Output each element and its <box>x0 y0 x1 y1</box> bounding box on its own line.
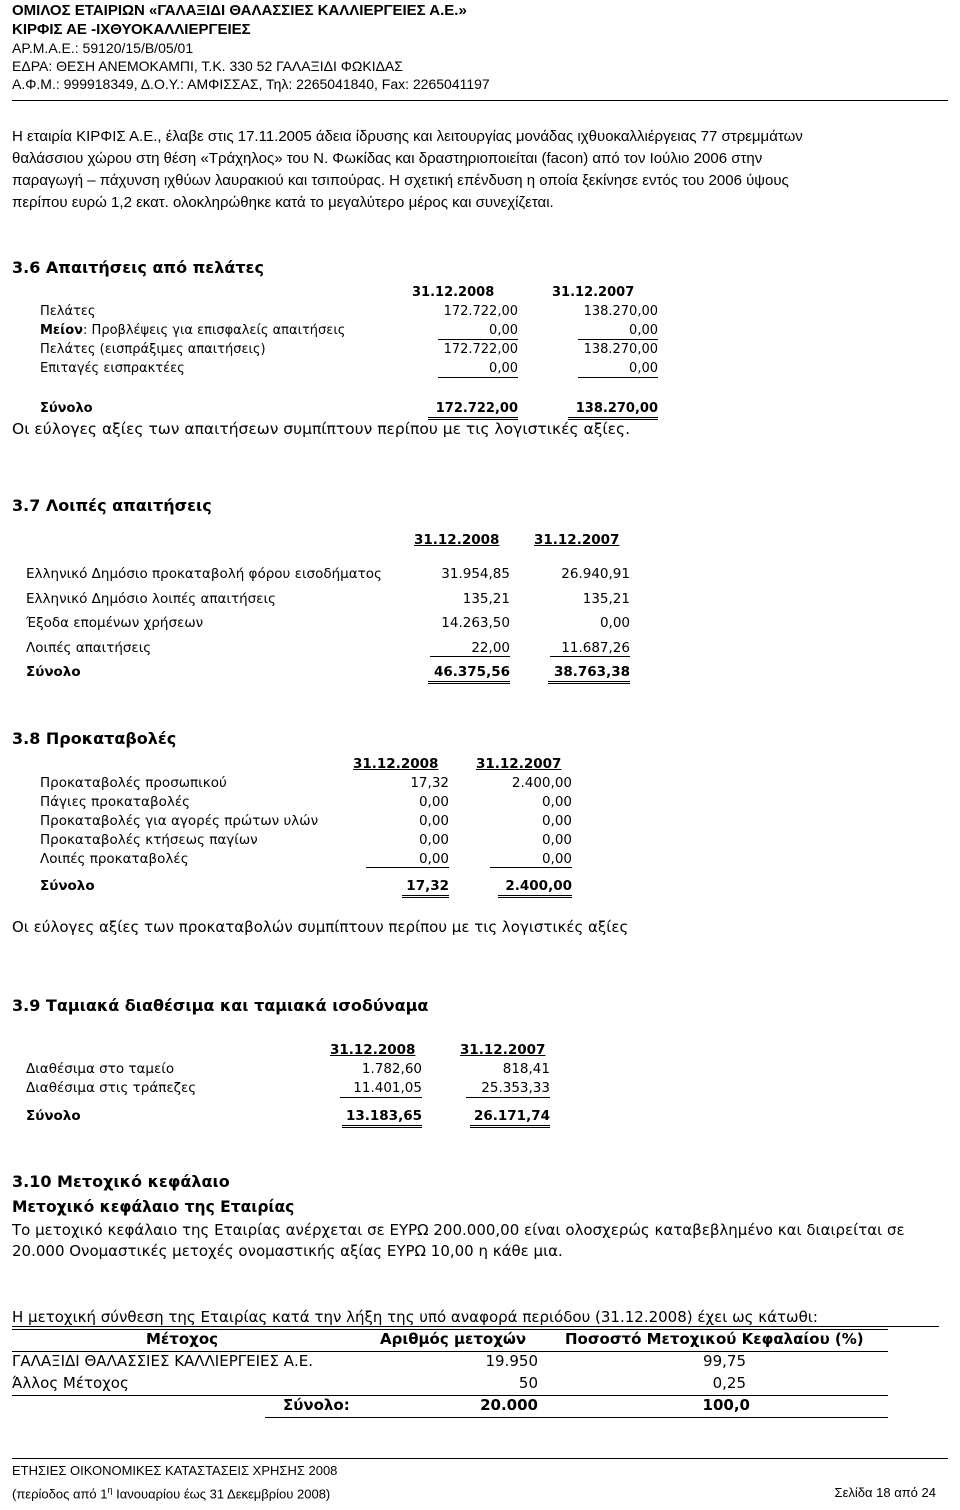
shareholding-intro: Η μετοχική σύνθεση της Εταιρίας κατά την λήξη της υπό αναφορά περιόδου (31.12.2008) έχει ως κάτωθι: <box>12 1308 818 1326</box>
row-value-2007: 0,00 <box>541 813 572 829</box>
row-value-2008: 1.782,60 <box>361 1061 422 1077</box>
row-label: Επιταγές εισπρακτέες <box>40 361 185 376</box>
table-bottom-rule <box>265 1417 888 1418</box>
total-label: Σύνολο <box>26 664 81 680</box>
intro-line-3: παραγωγή – πάχυνση ιχθύων λαυρακιού και τσιπούρας. Η σχετική επένδυση η οποία ξεκίνησε εντός του 2006 ύψους <box>12 172 789 189</box>
share-capital-text-1: Το μετοχικό κεφάλαιο της Εταιρίας ανέρχεται σε ΕΥΡΩ 200.000,00 είναι ολοσχερώς καταβεβλημένο και διαιρείται σε <box>12 1221 905 1239</box>
row-label: Πελάτες (εισπράξιμες απαιτήσεις) <box>40 342 266 357</box>
row-value-2008: 31.954,85 <box>441 566 510 582</box>
total-value-2007: 2.400,00 <box>505 878 572 894</box>
row-value-2007: 25.353,33 <box>481 1080 550 1096</box>
total-double-rule <box>342 1125 422 1128</box>
total-value-2007: 26.171,74 <box>473 1108 550 1124</box>
row-value-2008: 0,00 <box>489 361 518 376</box>
intro-line-1: Η εταιρία ΚΙΡΦΙΣ Α.Ε., έλαβε στις 17.11.2005 άδεια ίδρυσης και λειτουργίας μονάδας ιχθυοκαλλιέργειας 77 στρεμμάτων <box>12 128 803 145</box>
table-row-shareholder: ΓΑΛΑΞΙΔΙ ΘΑΛΑΣΣΙΕΣ ΚΑΛΛΙΕΡΓΕΙΕΣ Α.Ε. <box>12 1352 314 1370</box>
row-label: Λοιπές απαιτήσεις <box>26 640 152 656</box>
row-value-2008: 0,00 <box>418 813 449 829</box>
header-company-name: ΚΙΡΦΙΣ ΑΕ -ΙΧΘΥΟΚΑΛΛΙΕΡΓΕΙΕΣ <box>12 21 251 38</box>
row-label: Προκαταβολές για αγορές πρώτων υλών <box>40 813 319 829</box>
share-capital-text-2: 20.000 Ονομαστικές μετοχές ονομαστικής αξίας ΕΥΡΩ 10,00 η κάθε μια. <box>12 1242 563 1260</box>
row-value-2008: 11.401,05 <box>353 1080 422 1096</box>
section-title: 3.10 Μετοχικό κεφάλαιο <box>12 1172 230 1191</box>
column-header-2007: 31.12.2007 <box>552 285 635 300</box>
total-value-2008: 46.375,56 <box>433 664 510 680</box>
subtotal-rule <box>340 1097 422 1098</box>
total-double-rule <box>498 895 572 898</box>
row-value-2007: 0,00 <box>541 832 572 848</box>
table-header-percentage: Ποσοστό Μετοχικού Κεφαλαίου (%) <box>565 1330 864 1348</box>
row-value-2007: 11.687,26 <box>561 640 630 656</box>
row-value-2008: 0,00 <box>418 851 449 867</box>
subtotal-rule <box>430 656 510 657</box>
total-double-rule <box>402 895 449 898</box>
fair-value-note: Οι εύλογες αξίες των απαιτήσεων συμπίπτουν περίπου με τις λογιστικές αξίες. <box>12 420 631 438</box>
row-value-2008: 0,00 <box>489 323 518 338</box>
row-value-2007: 26.940,91 <box>561 566 630 582</box>
total-label: Σύνολο <box>40 878 95 894</box>
row-label: Διαθέσιμα στο ταμείο <box>26 1061 175 1077</box>
row-value-2008: 172.722,00 <box>443 342 518 357</box>
total-value-2008: 17,32 <box>406 878 449 894</box>
header-registry-number: ΑΡ.Μ.Α.Ε.: 59120/15/Β/05/01 <box>12 40 194 56</box>
total-value-2007: 138.270,00 <box>575 401 658 416</box>
row-label: Λοιπές προκαταβολές <box>40 851 189 867</box>
intro-line-4: περίπου ευρώ 1,2 εκατ. ολοκληρώθηκε κατά το μεγαλύτερο μέρος και συνεχίζεται. <box>12 194 554 211</box>
total-label: Σύνολο <box>40 401 93 416</box>
table-row-shareholder: Άλλος Μέτοχος <box>12 1374 129 1392</box>
footer-period-start: (περίοδος από 1 <box>12 1486 108 1502</box>
footer-period <box>12 1485 330 1501</box>
column-header-2007: 31.12.2007 <box>460 1042 546 1058</box>
row-value-2008: 22,00 <box>471 640 510 656</box>
table-total-percentage: 100,0 <box>702 1396 750 1414</box>
subtotal-rule <box>550 656 630 657</box>
row-value-2008: 17,32 <box>410 775 449 791</box>
row-value-2007: 0,00 <box>541 851 572 867</box>
total-label: Σύνολο <box>26 1108 81 1124</box>
label-rest: : Προβλέψεις για επισφαλείς απαιτήσεις <box>83 323 346 338</box>
footer-period-end: Ιανουαρίου έως 31 Δεκεμβρίου 2008) <box>112 1486 331 1502</box>
table-total-shares: 20.000 <box>480 1396 538 1414</box>
row-value-2008: 172.722,00 <box>443 304 518 319</box>
row-value-2008: 14.263,50 <box>441 615 510 631</box>
row-value-2007: 0,00 <box>541 794 572 810</box>
section-title: 3.6 Απαιτήσεις από πελάτες <box>12 258 264 277</box>
page-number: Σελίδα 18 από 24 <box>834 1485 936 1500</box>
table-row-percentage: 99,75 <box>703 1352 746 1370</box>
subtotal-rule <box>578 339 658 340</box>
header-group-name: ΟΜΙΛΟΣ ΕΤΑΙΡΙΩΝ «ΓΑΛΑΞΙΔΙ ΘΑΛΑΣΣΙΕΣ ΚΑΛΛΙΕΡΓΕΙΕΣ Α.Ε.» <box>12 2 467 19</box>
row-value-2007: 138.270,00 <box>583 342 658 357</box>
table-row-shares: 19.950 <box>485 1352 538 1370</box>
row-label: Έξοδα επομένων χρήσεων <box>26 615 204 631</box>
row-value-2007: 0,00 <box>599 615 630 631</box>
subtotal-rule <box>466 1097 550 1098</box>
table-header-shares: Αριθμός μετοχών <box>380 1330 527 1348</box>
row-label: Διαθέσιμα στις τράπεζες <box>26 1080 197 1096</box>
row-value-2008: 0,00 <box>418 794 449 810</box>
row-label: Πάγιες προκαταβολές <box>40 794 191 810</box>
section-title: 3.9 Ταμιακά διαθέσιμα και ταμιακά ισοδύναμα <box>12 996 429 1015</box>
table-row-percentage: 0,25 <box>712 1374 746 1392</box>
subtotal-rule <box>438 339 518 340</box>
column-header-2007: 31.12.2007 <box>476 756 562 772</box>
row-label: Ελληνικό Δημόσιο λοιπές απαιτήσεις <box>26 591 276 607</box>
total-value-2008: 13.183,65 <box>345 1108 422 1124</box>
total-double-rule <box>428 681 510 684</box>
row-value-2007: 0,00 <box>629 361 658 376</box>
shareholding-intro-underline <box>12 1326 939 1327</box>
column-header-2008: 31.12.2008 <box>330 1042 416 1058</box>
total-value-2007: 38.763,38 <box>553 664 630 680</box>
column-header-2008: 31.12.2008 <box>353 756 439 772</box>
section-title: 3.8 Προκαταβολές <box>12 729 177 748</box>
row-value-2007: 135,21 <box>582 591 630 607</box>
header-address: ΕΔΡΑ: ΘΕΣΗ ΑΝΕΜΟΚΑΜΠΙ, Τ.Κ. 330 52 ΓΑΛΑΞΙΔΙ ΦΩΚΙΔΑΣ <box>12 58 403 74</box>
total-double-rule <box>548 681 630 684</box>
intro-line-2: θαλάσσιου χώρου στη θέση «Τράχηλος» του Ν. Φωκίδας και δραστηριοποιείται (facon) από τον Ιούλιο 2006 στην <box>12 150 763 167</box>
table-total-label: Σύνολο: <box>283 1396 350 1414</box>
row-label: Ελληνικό Δημόσιο προκαταβολή φόρου εισοδήματος <box>26 566 382 582</box>
subtotal-rule <box>438 377 518 378</box>
column-header-2008: 31.12.2008 <box>414 532 500 548</box>
row-label: Προκαταβολές προσωπικού <box>40 775 227 791</box>
label-emphasis: Μείον <box>40 323 84 338</box>
section-title: 3.7 Λοιπές απαιτήσεις <box>12 496 212 515</box>
row-value-2007: 2.400,00 <box>511 775 572 791</box>
row-label <box>40 323 345 338</box>
column-header-2007: 31.12.2007 <box>534 532 620 548</box>
subtotal-rule <box>578 377 658 378</box>
row-label: Προκαταβολές κτήσεως παγίων <box>40 832 258 848</box>
row-value-2007: 0,00 <box>629 323 658 338</box>
row-value-2008: 0,00 <box>418 832 449 848</box>
header-tax-contact: Α.Φ.Μ.: 999918349, Δ.Ο.Υ.: ΑΜΦΙΣΣΑΣ, Τηλ: 2265041840, Fax: 2265041197 <box>12 76 490 92</box>
subtotal-rule <box>366 867 449 868</box>
column-header-2008: 31.12.2008 <box>412 285 495 300</box>
footer-divider <box>12 1458 948 1459</box>
row-value-2007: 818,41 <box>502 1061 550 1077</box>
row-value-2007: 138.270,00 <box>583 304 658 319</box>
header-divider <box>12 100 948 101</box>
table-header-shareholder: Μέτοχος <box>146 1330 219 1348</box>
table-row-shares: 50 <box>518 1374 538 1392</box>
section-subtitle: Μετοχικό κεφάλαιο της Εταιρίας <box>12 1198 295 1216</box>
total-double-rule <box>470 1125 550 1128</box>
fair-value-note: Οι εύλογες αξίες των προκαταβολών συμπίπτουν περίπου με τις λογιστικές αξίες <box>12 918 629 936</box>
subtotal-rule <box>490 867 572 868</box>
row-value-2008: 135,21 <box>462 591 510 607</box>
footer-period-superscript: η <box>107 1485 113 1495</box>
row-label: Πελάτες <box>40 304 96 319</box>
total-value-2008: 172.722,00 <box>435 401 518 416</box>
footer-report-title: ΕΤΗΣΙΕΣ ΟΙΚΟΝΟΜΙΚΕΣ ΚΑΤΑΣΤΑΣΕΙΣ ΧΡΗΣΗΣ 2008 <box>12 1463 338 1478</box>
